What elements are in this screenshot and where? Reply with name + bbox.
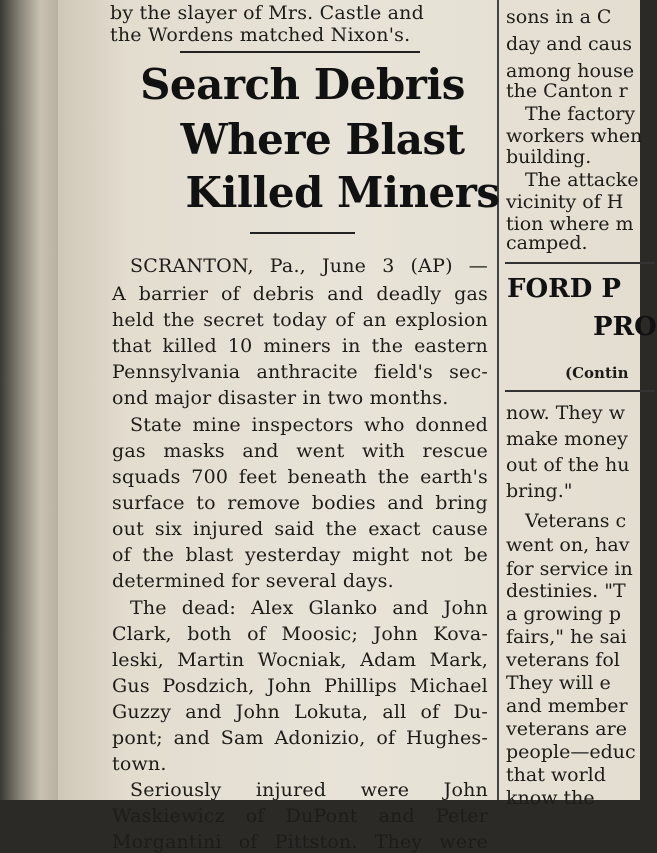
article-body-line: Morgantini of Pittston. They were xyxy=(112,831,488,853)
article-body-line: gas masks and went with rescue xyxy=(112,440,488,462)
right-column-line: Veterans c xyxy=(525,510,627,532)
right-headline-1: FORD P xyxy=(507,274,621,304)
right-column-line: a growing p xyxy=(506,603,621,625)
right-column-line: for service in xyxy=(506,558,633,580)
right-column-line: bring." xyxy=(506,480,573,502)
right-headline-2: PRO xyxy=(593,312,657,342)
article-body-line: Guzzy and John Lokuta, all of Du- xyxy=(112,701,488,723)
right-column-line: fairs," he sai xyxy=(506,626,627,648)
right-column-line: make money xyxy=(506,428,628,450)
article-body-line: State mine inspectors who donned xyxy=(130,414,488,436)
right-column-line: tion where m xyxy=(506,213,634,235)
article-body-line: SCRANTON, Pa., June 3 (AP) — xyxy=(130,255,488,277)
top-line-2: the Wordens matched Nixon's. xyxy=(110,24,411,46)
right-column-line: out of the hu xyxy=(506,454,630,476)
right-column-line: The factory xyxy=(525,103,636,125)
article-body-line: Pennsylvania anthracite field's sec- xyxy=(112,361,488,383)
top-rule xyxy=(180,51,420,53)
article-body-line: leski, Martin Wocniak, Adam Mark, xyxy=(112,649,488,671)
right-column-line: day and caus xyxy=(506,33,632,55)
right-column-line: people—educ xyxy=(506,741,636,763)
right-column-line: went on, hav xyxy=(506,534,630,556)
article-body-line: squads 700 feet beneath the earth's xyxy=(112,466,488,488)
right-column-line: and member xyxy=(506,695,628,717)
article-body-line: A barrier of debris and deadly gas xyxy=(112,283,488,305)
headline-line-1: Search Debris xyxy=(140,60,465,109)
right-column-line: vicinity of H xyxy=(506,191,624,213)
right-column-line: the Canton r xyxy=(506,80,628,102)
headline-line-3: Killed Miners xyxy=(185,168,500,217)
article-body-line: determined for several days. xyxy=(112,570,394,592)
right-column-line: The attacke xyxy=(525,169,639,191)
headline-line-2: Where Blast xyxy=(180,115,465,164)
article-body-line: Waskiewicz of DuPont and Peter xyxy=(112,805,488,827)
page-edge xyxy=(0,0,58,800)
article-body-line: town. xyxy=(112,753,167,775)
right-column-line: building. xyxy=(506,146,592,168)
article-body-line: of the blast yesterday might not be xyxy=(112,544,488,566)
right-rule-2 xyxy=(505,390,655,392)
article-body-line: Gus Posdzich, John Phillips Michael xyxy=(112,675,488,697)
article-body-line: held the secret today of an explosion xyxy=(112,309,488,331)
right-rule-1 xyxy=(505,262,655,264)
top-line-1: by the slayer of Mrs. Castle and xyxy=(110,2,424,24)
article-body-line: Clark, both of Moosic; John Kova- xyxy=(112,623,488,645)
right-column-line: destinies. "T xyxy=(506,580,626,602)
article-body-line: surface to remove bodies and bring xyxy=(112,492,488,514)
article-body-line: Seriously injured were John xyxy=(130,779,488,801)
right-column-line: know the xyxy=(506,787,595,809)
right-column-line: veterans fol xyxy=(506,649,620,671)
article-body-line: out six injured said the exact cause xyxy=(112,518,488,540)
right-column-line: sons in a C xyxy=(506,6,612,28)
article-body-line: that killed 10 miners in the eastern xyxy=(112,335,488,357)
right-column-line: now. They w xyxy=(506,402,625,424)
right-column-line: camped. xyxy=(506,232,588,254)
right-column xyxy=(505,0,657,809)
right-column-line: veterans are xyxy=(506,718,627,740)
right-column-line: They will e xyxy=(506,672,611,694)
article-body-line: ond major disaster in two months. xyxy=(112,387,449,409)
right-column-line: workers when xyxy=(506,125,643,147)
right-continued-label: (Contin xyxy=(565,364,629,382)
article-body-line: The dead: Alex Glanko and John xyxy=(130,597,488,619)
article-body-line: pont; and Sam Adonizio, of Hughes- xyxy=(112,727,488,749)
headline-rule xyxy=(250,232,355,234)
right-column-line: among house xyxy=(506,60,635,82)
right-column-line: that world xyxy=(506,764,606,786)
